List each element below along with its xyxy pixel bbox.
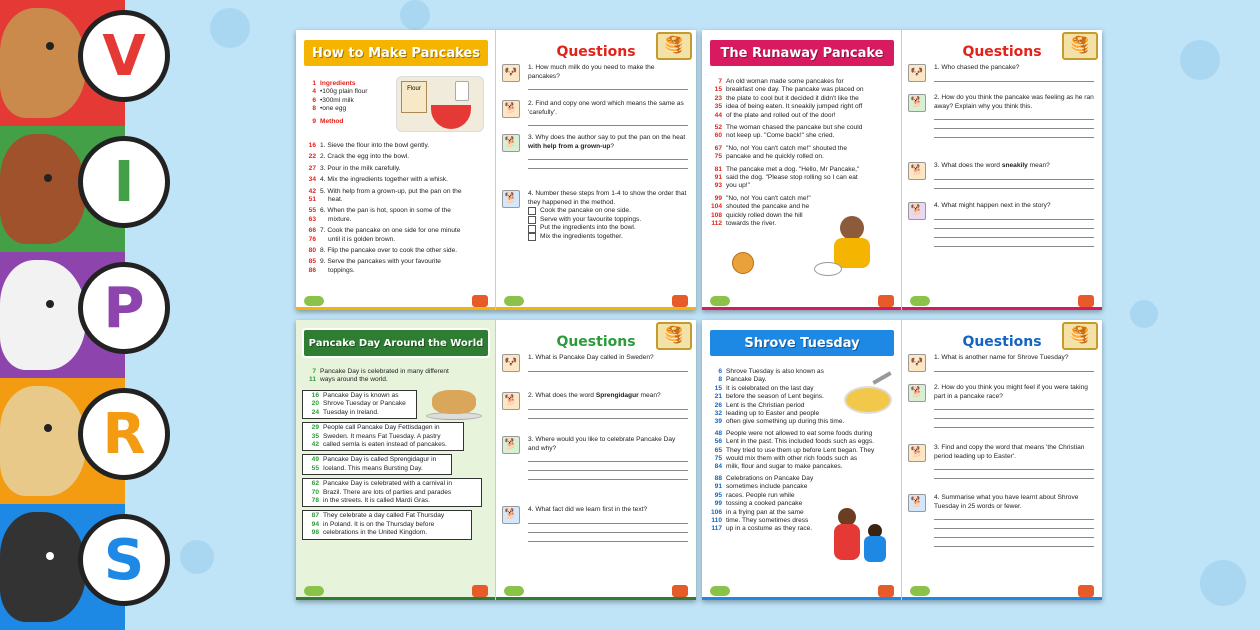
questions-title: Questions <box>556 44 636 60</box>
pancake-icon: 🥞 <box>656 322 692 350</box>
page-footer <box>902 584 1102 600</box>
worksheet-shrove-tuesday <box>702 320 1102 600</box>
paw-print-icon <box>210 8 250 48</box>
fact-box: 16 Pancake Day is known as 20 Shrove Tuesday or Pancake 24 Tuesday in Ireland. <box>302 390 417 419</box>
fact-box: 87 They celebrate a day called Fat Thursday 94 in Poland. It is on the Thursday before 98 celebrations in the United Kingdom. <box>302 510 472 539</box>
dog-r-icon: 🐕 <box>502 392 520 410</box>
vipers-letter-i: I <box>78 136 170 228</box>
bowl-icon <box>431 105 471 129</box>
twinkl-logo-icon <box>710 296 730 306</box>
pancake-icon: 🥞 <box>1062 322 1098 350</box>
text-page <box>296 30 496 310</box>
page-footer <box>296 584 496 600</box>
question-1: 🐶 1. What is Pancake Day called in Sweden? <box>502 354 688 372</box>
questions-title: Questions <box>962 334 1042 350</box>
question-3: 🐕 3. What does the word sneakily mean? <box>908 162 1094 189</box>
vipers-strip <box>0 0 146 630</box>
question-4: 🐕 4. What fact did we learn first in the text? <box>502 506 688 542</box>
question-4: 🐕 4. What might happen next in the story? <box>908 202 1094 247</box>
dog-p-icon <box>0 260 86 370</box>
badge-icon <box>672 295 688 307</box>
dog-s-icon: 🐕 <box>502 190 520 208</box>
question-3: 🐕 3. Where would you like to celebrate Pancake Day and why? <box>502 436 688 480</box>
tick-box-item[interactable]: Mix the ingredients together. <box>528 233 688 242</box>
article-text: 6 Shrove Tuesday is also known as 8 Pancake Day. 15 It is celebrated on the last day 21 before the season of Lent begins. 26 Lent is the Christian period 32 leading up to Easter and people 39 often give something up during this time. 48 People were not allowed to eat some foods during 56 Lent in the past. This included foods such as eggs. 65 They tried to use them up before Lent began. They 75 would mix them with other rich foods such as 84 milk, flour and sugar to make pancakes. 88 Celebrations on Pancake Day 91 sometimes include pancake 95 races. People run while 99 tossing a cooked pancake 106 in a frying pan at the same 110 time. They sometimes dress 117 up in a costume as they race. <box>710 368 875 533</box>
page-footer <box>702 294 902 310</box>
vipers-letter-p: P <box>78 262 170 354</box>
banner-title: Shrove Tuesday <box>708 328 896 358</box>
paw-print-icon <box>180 540 214 574</box>
dog-v-icon <box>0 8 86 118</box>
pancake-icon: 🥞 <box>1062 32 1098 60</box>
question-1: 🐶 1. How much milk do you need to make the pancakes? <box>502 64 688 90</box>
questions-page <box>902 320 1102 600</box>
badge-icon <box>878 585 894 597</box>
worksheet-how-to-make-pancakes <box>296 30 696 310</box>
twinkl-logo-icon <box>910 586 930 596</box>
dog-p-icon: 🐕 <box>908 202 926 220</box>
text-page <box>296 320 496 600</box>
dog-i-icon: 🐕 <box>908 384 926 402</box>
badge-icon <box>472 295 488 307</box>
pancake-plate-image <box>842 376 894 416</box>
dog-i-icon: 🐕 <box>908 94 926 112</box>
question-2: 🐕 2. What does the word Sprengidagur mean? <box>502 392 688 419</box>
question-4: 🐕 4. Summarise what you have learnt about Shrove Tuesday in 25 words or fewer. <box>908 494 1094 547</box>
dog-i-icon <box>0 134 86 244</box>
mixing-bowl-image <box>396 76 484 132</box>
dog-i-icon: 🐕 <box>502 134 520 152</box>
questions-title: Questions <box>556 334 636 350</box>
twinkl-logo-icon <box>304 586 324 596</box>
page-footer <box>496 584 696 600</box>
fact-box: 29 People call Pancake Day Fettisdagen in 35 Sweden. It means Fat Tuesday. A pastry 42 called semla is eaten instead of pancakes. <box>302 422 464 451</box>
question-1: 🐶 1. What is another name for Shrove Tuesday? <box>908 354 1094 372</box>
page-footer <box>296 294 496 310</box>
fact-box: 62 Pancake Day is celebrated with a carnival in 70 Brazil. There are lots of parties and parades 78 in the streets. It is called Mardi Gras. <box>302 478 482 507</box>
dog-s-icon <box>0 512 86 622</box>
paw-print-icon <box>1200 560 1246 606</box>
badge-icon <box>472 585 488 597</box>
dog-r-icon: 🐕 <box>908 444 926 462</box>
method-title: Method <box>320 117 344 125</box>
dog-i-icon: 🐕 <box>502 436 520 454</box>
page-footer <box>902 294 1102 310</box>
text-page <box>702 320 902 600</box>
pancake-character-icon <box>732 252 754 274</box>
paw-print-icon <box>400 0 430 30</box>
badge-icon <box>1078 295 1094 307</box>
story-text: 7 An old woman made some pancakes for 15 breakfast one day. The pancake was placed on 23 the plate to cool but it decided it didn't like the 35 idea of being eaten. It sneakily jumped right off 44 of the plate and rolled out of the door! 52 The woman chased the pancake but she could 60 not keep up. "Come back!" she cried. 67 "No, no! You can't catch me!" shouted the 75 pancake and he quickly rolled on. 81 The pancake met a dog. "Hello, Mr Pancake," 91 said the dog. "Please stop rolling so I can eat 93 you up!" 99 "No, no! You can't catch me!" 104 shouted the pancake and he 108 quickly rolled down the hill 112 towards the river. <box>710 78 864 228</box>
question-2: 🐕 2. How do you think the pancake was feeling as he ran away? Explain why you think this. <box>908 94 1094 138</box>
question-1: 🐶 1. Who chased the pancake? <box>908 64 1094 82</box>
vipers-letter-v: V <box>78 10 170 102</box>
banner-title: The Runaway Pancake <box>708 38 896 68</box>
questions-title: Questions <box>962 44 1042 60</box>
tick-box-item[interactable]: Serve with your favourite toppings. <box>528 216 688 225</box>
method-steps: 16 1. Sieve the flour into the bowl gently. 22 2. Crack the egg into the bowl. 27 3. Pour in the milk carefully. 34 4. Mix the ingredients together with a whisk. 42 5. With help from a grown-up, put the pan on the 51 heat. 55 6. When the pan is hot, spoon in some of the 63 mixture. 66 7. Cook the pancake on one side for one minute 76 until it is golden brown. 80 8. Flip the pancake over to cook the other side. 85 9. Serve the pancakes with your favourite 86 toppings. <box>308 142 462 274</box>
twinkl-logo-icon <box>910 296 930 306</box>
paw-print-icon <box>1180 40 1220 80</box>
vipers-letter-s: S <box>78 514 170 606</box>
twinkl-logo-icon <box>304 296 324 306</box>
badge-icon <box>1078 585 1094 597</box>
badge-icon <box>878 295 894 307</box>
dog-v-icon: 🐶 <box>502 64 520 82</box>
dog-v-icon: 🐶 <box>908 354 926 372</box>
twinkl-logo-icon <box>710 586 730 596</box>
old-woman-chasing-image <box>814 216 894 280</box>
tick-box-item[interactable]: Put the ingredients into the bowl. <box>528 224 688 233</box>
pancake-race-image <box>830 502 894 574</box>
vipers-letter-r: R <box>78 388 170 480</box>
banner-title: How to Make Pancakes <box>302 38 490 68</box>
page-footer <box>496 294 696 310</box>
worksheet-runaway-pancake <box>702 30 1102 310</box>
flour-bag: Flour <box>401 81 427 113</box>
dog-r-icon: 🐕 <box>502 100 520 118</box>
questions-page <box>902 30 1102 310</box>
fact-box: 49 Pancake Day is called Sprengidagur in 55 Iceland. This means Bursting Day. <box>302 454 452 475</box>
worksheet-pancake-day-world <box>296 320 696 600</box>
dog-s-icon: 🐕 <box>502 506 520 524</box>
country-facts <box>302 390 489 543</box>
dog-r-icon: 🐕 <box>908 162 926 180</box>
question-4: 🐕 4. Number these steps from 1-4 to show the order that they happened in the method. Cook the pancake on one side. Serve with your favourite toppings. Put the ingredients into the bowl. Mix the ingredients together. <box>502 190 688 242</box>
ingredients-title: Ingredients <box>320 80 356 87</box>
pancake-icon: 🥞 <box>656 32 692 60</box>
dog-v-icon: 🐶 <box>502 354 520 372</box>
text-page <box>702 30 902 310</box>
badge-icon <box>672 585 688 597</box>
question-2: 🐕 2. How do you think you might feel if you were taking part in a pancake race? <box>908 384 1094 428</box>
jug-icon <box>455 81 469 101</box>
dog-r-icon <box>0 386 86 496</box>
question-3: 🐕 3. Find and copy the word that means 'the Christian period leading up to Easter'. <box>908 444 1094 479</box>
paw-print-icon <box>1130 300 1158 328</box>
twinkl-logo-icon <box>504 296 524 306</box>
questions-page <box>496 320 696 600</box>
twinkl-logo-icon <box>504 586 524 596</box>
question-3: 🐕 3. Why does the author say to put the pan on the heat with help from a grown-up? <box>502 134 688 169</box>
intro-text: 7 Pancake Day is celebrated in many different 11 ways around the world. <box>309 368 449 384</box>
page-footer <box>702 584 902 600</box>
dog-s-icon: 🐕 <box>908 494 926 512</box>
dog-v-icon: 🐶 <box>908 64 926 82</box>
banner-title: Pancake Day Around the World <box>302 328 490 358</box>
question-2: 🐕 2. Find and copy one word which means the same as 'carefully'. <box>502 100 688 126</box>
tick-box-item[interactable]: Cook the pancake on one side. <box>528 207 688 216</box>
ingredients-section: 1 Ingredients 4 •100g plain flour 6 •300ml milk 8 •one egg 9 Method <box>302 80 489 126</box>
questions-page <box>496 30 696 310</box>
